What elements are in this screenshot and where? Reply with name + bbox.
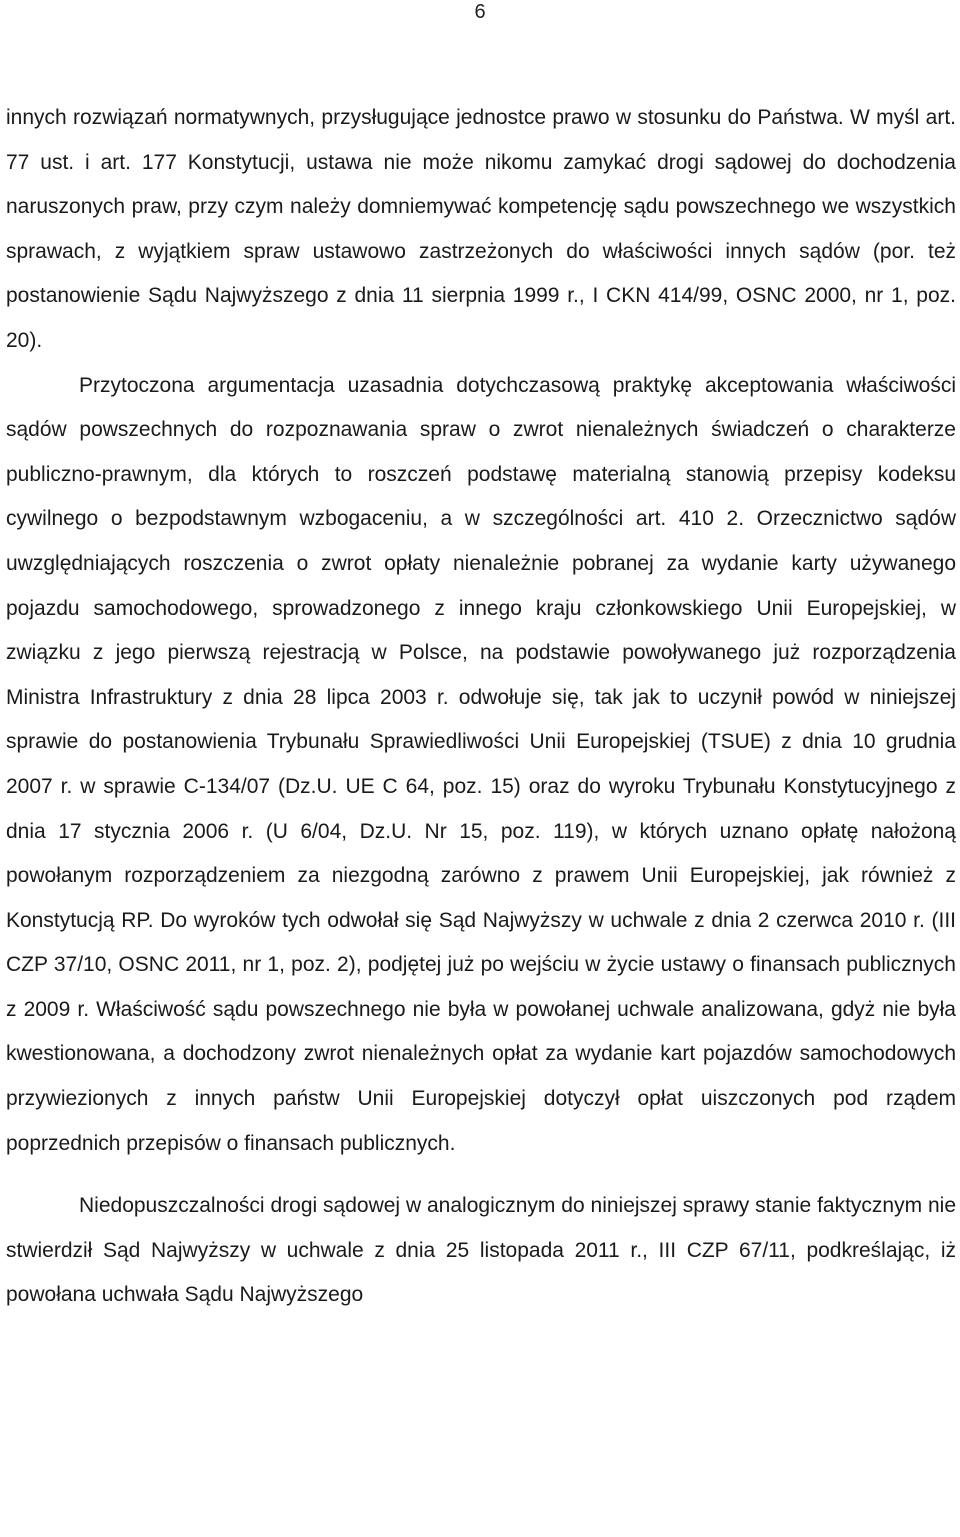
document-body bbox=[6, 96, 956, 1318]
paragraph-2: Przytoczona argumentacja uzasadnia dotychczasową praktykę akceptowania właściwości sądów powszechnych do rozpoznawania spraw o zwrot nienależnych świadczeń o charakterze publiczno-prawnym, dla których to roszczeń podstawę materialną stanowią przepisy kodeksu cywilnego o bezpodstawnym wzbogaceniu, a w szczególności art. 410 2. Orzecznictwo sądów uwzględniających roszczenia o zwrot opłaty nienależnie pobranej za wydanie karty używanego pojazdu samochodowego, sprowadzonego z innego kraju członkowskiego Unii Europejskiej, w związku z jego pierwszą rejestracją w Polsce, na podstawie powoływanego już rozporządzenia Ministra Infrastruktury z dnia 28 lipca 2003 r. odwołuje się, tak jak to uczynił powód w niniejszej sprawie do postanowienia Trybunału Sprawiedliwości Unii Europejskiej (TSUE) z dnia 10 grudnia 2007 r. w sprawie C-134/07 (Dz.U. UE C 64, poz. 15) oraz do wyroku Trybunału Konstytucyjnego z dnia 17 stycznia 2006 r. (U 6/04, Dz.U. Nr 15, poz. 119), w których uznano opłatę nałożoną powołanym rozporządzeniem za niezgodną zarówno z prawem Unii Europejskiej, jak również z Konstytucją RP. Do wyroków tych odwołał się Sąd Najwyższy w uchwale z dnia 2 czerwca 2010 r. (III CZP 37/10, OSNC 2011, nr 1, poz. 2), podjętej już po wejściu w życie ustawy o finansach publicznych z 2009 r. Właściwość sądu powszechnego nie była w powołanej uchwale analizowana, gdyż nie była kwestionowana, a dochodzony zwrot nienależnych opłat za wydanie kart pojazdów samochodowych przywiezionych z innych państw Unii Europejskiej dotyczył opłat uiszczonych pod rządem poprzednich przepisów o finansach publicznych. bbox=[6, 373, 956, 1155]
page-number: 6 bbox=[474, 1, 486, 23]
paragraph-3: Niedopuszczalności drogi sądowej w analogicznym do niniejszej sprawy stanie faktycznym nie stwierdził Sąd Najwyższy w uchwale z dnia 25 listopada 2011 r., III CZP 67/11, podkreślając, iż powołana uchwała Sądu Najwyższego bbox=[6, 1194, 956, 1307]
paragraph-1: innych rozwiązań normatywnych, przysługujące jednostce prawo w stosunku do Państwa. W myśl art. 77 ust. i art. 177 Konstytucji, ustawa nie może nikomu zamykać drogi sądowej do dochodzenia naruszonych praw, przy czym należy domniemywać kompetencję sądu powszechnego we wszystkich sprawach, z wyjątkiem spraw ustawowo zastrzeżonych do właściwości innych sądów (por. też postanowienie Sądu Najwyższego z dnia 11 sierpnia 1999 r., I CKN 414/99, OSNC 2000, nr 1, poz. 20). bbox=[6, 106, 956, 352]
